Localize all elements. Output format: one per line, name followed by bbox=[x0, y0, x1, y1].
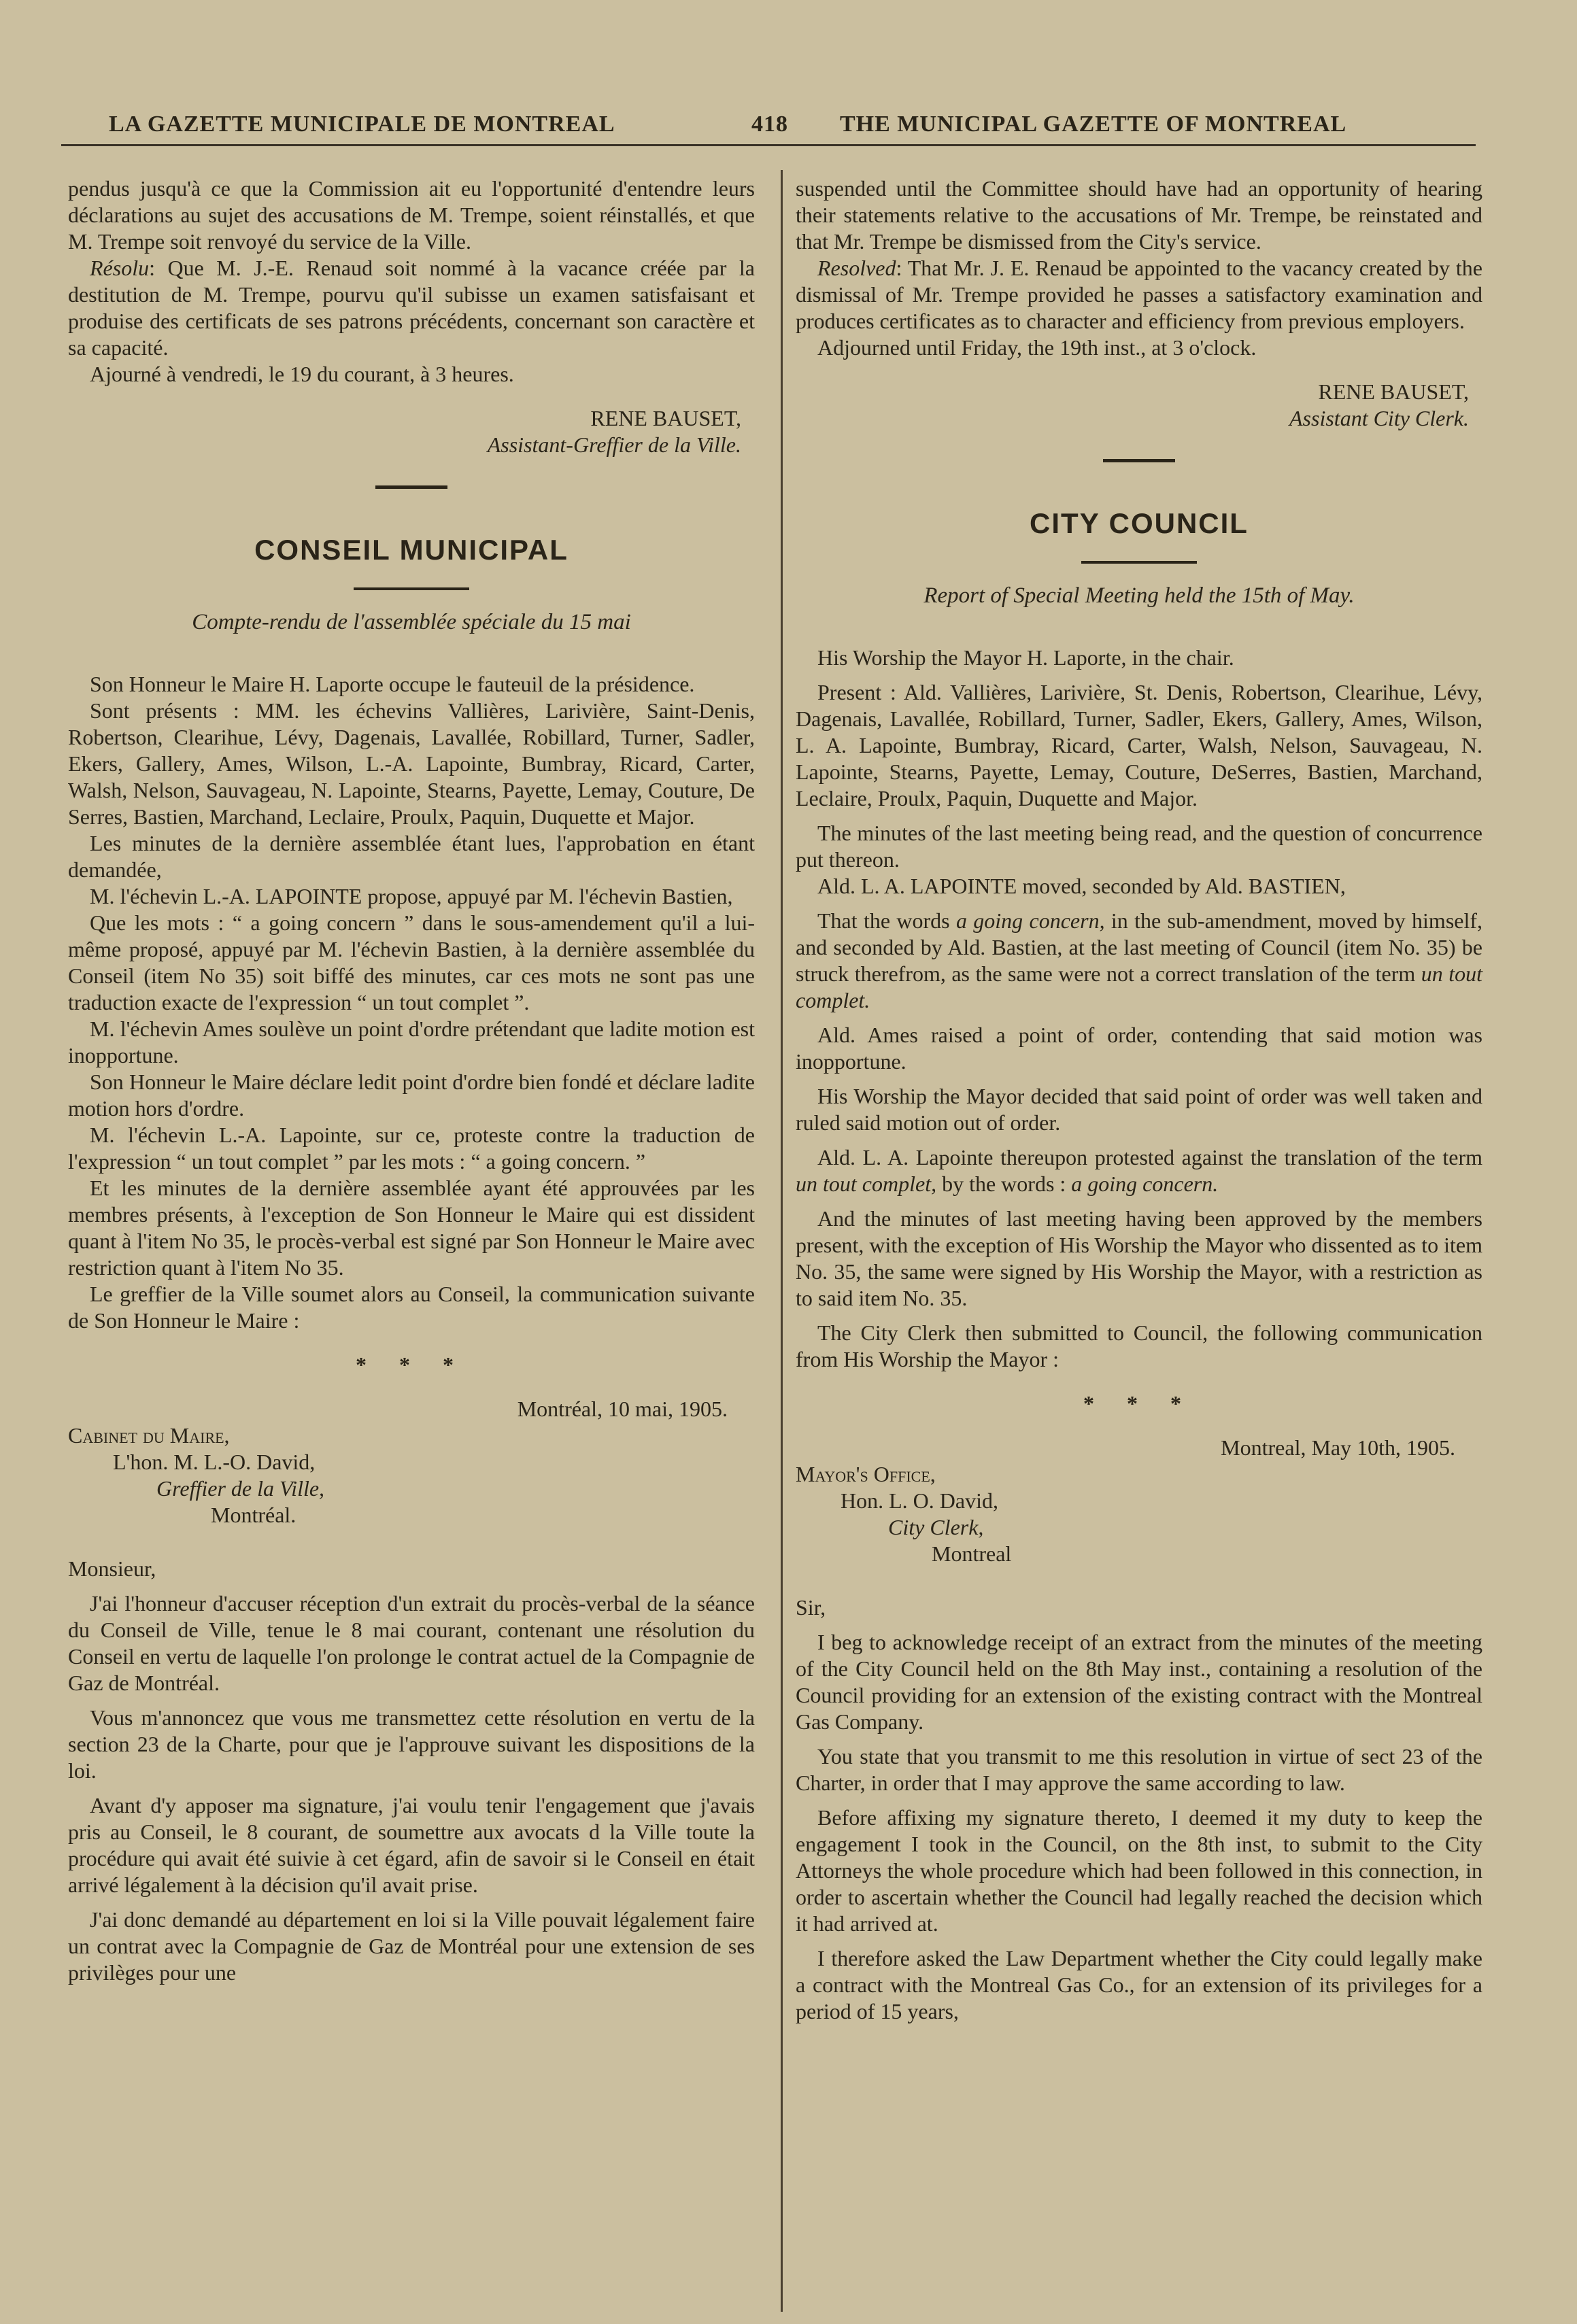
signature-name: RENE BAUSET, bbox=[1318, 379, 1469, 404]
address-city: Montréal. bbox=[211, 1503, 296, 1527]
paragraph: suspended until the Committee should have had an opportunity of hearing their statements relative to the accusations of Mr. Trempe, be reinstated and that Mr. Trempe be dismissed from the City's service. bbox=[796, 176, 1482, 254]
title-rule bbox=[1081, 561, 1197, 564]
paragraph: M. l'échevin L.-A. LAPOINTE propose, appuyé par M. l'échevin Bastien, bbox=[90, 884, 733, 908]
paragraph: Ald. L. A. Lapointe thereupon protested against the translation of the term un tout complet, by the words : a going concern. bbox=[796, 1145, 1482, 1196]
paragraph: That the words a going concern, in the sub-amendment, moved by himself, and seconded by Ald. Bastien, at the last meeting of Council (item No. 35) be struck therefrom, as the same were not a correct translation of the term un tout complet. bbox=[796, 908, 1483, 1012]
letter-paragraph: Vous m'annoncez que vous me transmettez cette résolution en vertu de la section 23 de la Charte, pour que je l'approuve suivant les dispositions de la loi. bbox=[68, 1705, 755, 1783]
report-title: Compte-rendu de l'assemblée spéciale du 15 mai bbox=[192, 610, 631, 634]
paragraph: The minutes of the last meeting being read, and the question of concurrence put thereon. bbox=[796, 821, 1482, 872]
letter-paragraph: J'ai donc demandé au département en loi si la Ville pouvait légalement faire un contrat avec la Compagnie de Gaz de Montréal pour une extension de ses privilèges pour une bbox=[68, 1907, 755, 1985]
header-rule bbox=[61, 144, 1476, 146]
section-title: CONSEIL MUNICIPAL bbox=[254, 534, 569, 566]
address-recipient: L'hon. M. L.-O. David, bbox=[113, 1450, 316, 1474]
salutation: Monsieur, bbox=[68, 1556, 156, 1581]
paragraph: Son Honneur le Maire déclare ledit point d'ordre bien fondé et déclare ladite motion hors d'ordre. bbox=[68, 1070, 755, 1121]
letter-date: Montreal, May 10th, 1905. bbox=[1221, 1435, 1455, 1460]
paragraph: M. l'échevin L.-A. Lapointe, sur ce, proteste contre la traduction de l'expression “ un tout complet ” par les mots : “ a going concern. ” bbox=[68, 1123, 755, 1174]
paragraph: The City Clerk then submitted to Council, the following communication from His Worship the Mayor : bbox=[796, 1320, 1482, 1371]
separator-stars: * * * bbox=[1083, 1391, 1195, 1416]
paragraph: And the minutes of last meeting having been approved by the members present, with the exception of His Worship the Mayor who dissented as to item No. 35, the same were signed by His Worship the Mayor, with a restriction as to said item No. 35. bbox=[796, 1206, 1482, 1310]
attendance-list: Sont présents : MM. les échevins Vallières, Larivière, Saint-Denis, Robertson, Clearihue, Lévy, Dagenais, Lavallée, Robillard, Turner, Sadler, Ekers, Gallery, Ames, Wilson, L.-A. Lapointe, Bumbray, Ricard, Carter, Walsh, Nelson, Sauvageau, N. Lapointe, Stearns, Payette, Lemay, Couture, De Serres, Bastien, Marchand, Leclaire, Proulx, Paquin, Duquette et Major. bbox=[68, 698, 755, 829]
signature-title: Assistant-Greffier de la Ville. bbox=[487, 432, 741, 457]
header-title-french: LA GAZETTE MUNICIPALE DE MONTREAL bbox=[109, 112, 615, 137]
paragraph: His Worship the Mayor H. Laporte, in the chair. bbox=[817, 645, 1234, 670]
adjournment: Ajourné à vendredi, le 19 du courant, à 3 heures. bbox=[90, 362, 514, 386]
salutation: Sir, bbox=[796, 1595, 826, 1620]
english-column bbox=[796, 175, 1482, 2025]
french-column bbox=[68, 175, 755, 1986]
letter-paragraph: I therefore asked the Law Department whether the City could legally make a contract with the Montreal Gas Co., for an extension of its privileges for a period of 15 years, bbox=[796, 1946, 1482, 2023]
adjournment: Adjourned until Friday, the 19th inst., at 3 o'clock. bbox=[817, 335, 1257, 360]
signature-block bbox=[796, 379, 1482, 432]
address-office: Mayor's Office, bbox=[796, 1462, 936, 1486]
header-title-english: THE MUNICIPAL GAZETTE OF MONTREAL bbox=[840, 112, 1347, 137]
section-rule bbox=[375, 485, 447, 489]
paragraph: Que les mots : “ a going concern ” dans le sous-amendement qu'il a lui-même proposé, appuyé par M. l'échevin Bastien, à la dernière assemblée du Conseil (item No 35) soit biffé des minutes, car ces mots ne sont pas une traduction exacte de l'expression “ un tout complet ”. bbox=[68, 910, 755, 1014]
column-divider bbox=[781, 170, 783, 2312]
paragraph: Et les minutes de la dernière assemblée ayant été approuvées par les membres présents, à l'exception de Son Honneur le Maire qui est dissident quant à l'item No 35, le procès-verbal est signé par Son Honneur le Maire avec restriction quant à l'item No 35. bbox=[68, 1176, 755, 1280]
paragraph: Ald. Ames raised a point of order, contending that said motion was inopportune. bbox=[796, 1023, 1482, 1074]
resolution-paragraph: Résolu: Que M. J.-E. Renaud soit nommé à la vacance créée par la destitution de M. Trempe, pourvu qu'il subisse un examen satisfaisant et produise des certificats de ses patrons précédents, concernant son caractère et sa capacité. bbox=[68, 256, 755, 360]
page-header bbox=[109, 102, 1469, 146]
address-office: Cabinet du Maire, bbox=[68, 1423, 230, 1448]
letter-date: Montréal, 10 mai, 1905. bbox=[517, 1397, 728, 1421]
address-title: Greffier de la Ville, bbox=[156, 1476, 325, 1501]
signature-title: Assistant City Clerk. bbox=[1289, 406, 1469, 430]
title-rule bbox=[354, 587, 469, 590]
separator-stars: * * * bbox=[356, 1352, 467, 1377]
paragraph: His Worship the Mayor decided that said point of order was well taken and ruled said motion out of order. bbox=[796, 1084, 1482, 1135]
letter-paragraph: Avant d'y apposer ma signature, j'ai voulu tenir l'engagement que j'avais pris au Conseil, le 8 courant, de soumettre aux avocats d la Ville toute la procédure qui avait été suivie à cet égard, afin de savoir si le Conseil en était arrivé légalement à la décision qu'il avait prise. bbox=[68, 1793, 755, 1897]
letter-paragraph: Before affixing my signature thereto, I deemed it my duty to keep the engagement I took in the Council, on the 8th inst, to submit to the City Attorneys the whole procedure which had been followed in this connection, in order to ascertain whether the Council had legally reached the decision which it had arrived at. bbox=[796, 1805, 1482, 1936]
paragraph: Les minutes de la dernière assemblée étant lues, l'approbation en étant demandée, bbox=[68, 831, 755, 882]
section-title: CITY COUNCIL bbox=[1030, 507, 1249, 539]
paragraph: Le greffier de la Ville soumet alors au Conseil, la communication suivante de Son Honneur le Maire : bbox=[68, 1282, 755, 1333]
address-city: Montreal bbox=[932, 1541, 1012, 1566]
resolution-paragraph: Resolved: That Mr. J. E. Renaud be appointed to the vacancy created by the dismissal of Mr. Trempe provided he passes a satisfactory examination and produces certificates as to character and efficiency from previous employers. bbox=[796, 256, 1482, 333]
letter-paragraph: You state that you transmit to me this resolution in virtue of sect 23 of the Charter, in order that I may approve the same according to law. bbox=[796, 1744, 1482, 1795]
attendance-list: Present : Ald. Vallières, Larivière, St. Denis, Robertson, Clearihue, Lévy, Dagenais, Lavallée, Robillard, Turner, Sadler, Ekers, Gallery, Ames, Wilson, L. A. Lapointe, Bumbray, Ricard, Carter, Walsh, Nelson, Sauvageau, N. Lapointe, Stearns, Payette, Lemay, Couture, DeSerres, Bastien, Marchand, Leclaire, Proulx, Paquin, Duquette and Major. bbox=[796, 680, 1482, 810]
signature-name: RENE BAUSET, bbox=[590, 406, 741, 430]
signature-block bbox=[68, 405, 755, 458]
section-rule bbox=[1103, 459, 1175, 462]
letter-address bbox=[796, 1461, 1482, 1567]
report-title: Report of Special Meeting held the 15th of May. bbox=[923, 583, 1355, 608]
address-recipient: Hon. L. O. David, bbox=[841, 1488, 998, 1513]
letter-paragraph: J'ai l'honneur d'accuser réception d'un extrait du procès-verbal de la séance du Conseil de Ville, tenue le 8 mai courant, contenant une résolution du Conseil en vertu de laquelle l'on prolonge le contrat actuel de la Compagnie de Gaz de Montréal. bbox=[68, 1591, 755, 1695]
page-number: 418 bbox=[751, 112, 788, 137]
paragraph: M. l'échevin Ames soulève un point d'ordre prétendant que ladite motion est inopportune. bbox=[68, 1016, 755, 1067]
address-title: City Clerk, bbox=[888, 1515, 984, 1539]
paragraph: Son Honneur le Maire H. Laporte occupe le fauteuil de la présidence. bbox=[90, 672, 695, 696]
paragraph: Ald. L. A. LAPOINTE moved, seconded by Ald. BASTIEN, bbox=[817, 874, 1346, 898]
letter-address bbox=[68, 1422, 755, 1528]
paragraph: pendus jusqu'à ce que la Commission ait eu l'opportunité d'entendre leurs déclarations au sujet des accusations de M. Trempe, soient réinstallés, et que M. Trempe soit renvoyé du service de la Ville. bbox=[68, 176, 755, 254]
letter-paragraph: I beg to acknowledge receipt of an extract from the minutes of the meeting of the City Council held on the 8th May inst., containing a resolution of the Council providing for an extension of the existing contract with the Montreal Gas Company. bbox=[796, 1630, 1482, 1734]
